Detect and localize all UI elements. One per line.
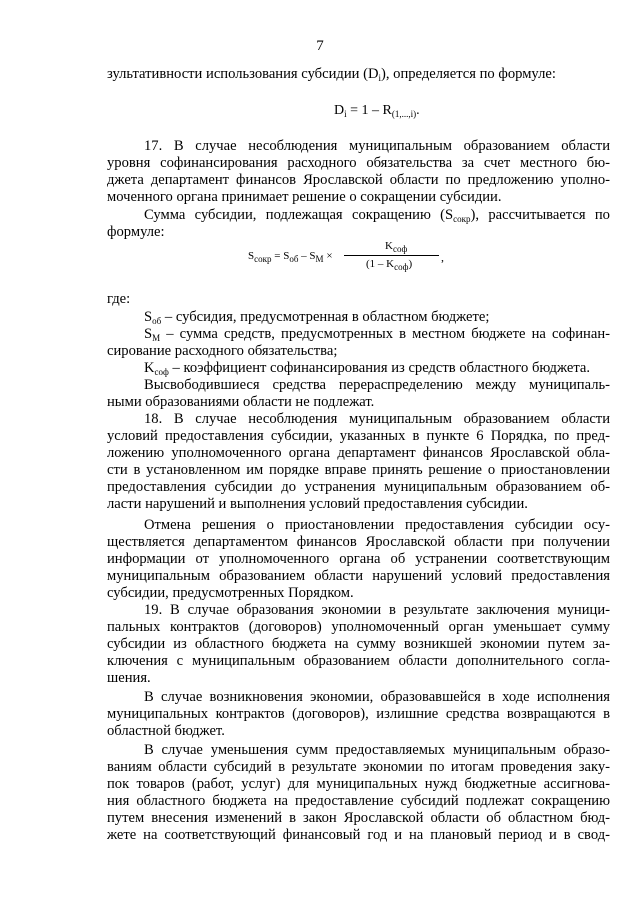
text-line: областной бюджет. xyxy=(107,723,225,739)
text-fragment: ), определяется по формуле: xyxy=(381,66,556,82)
text-line: формуле: xyxy=(107,224,165,240)
text-line: ласти нарушений и выполнения условий предоставления субсидии. xyxy=(107,496,528,512)
text-line: моченного органа принимает решение о сокращении субсидии. xyxy=(107,189,502,205)
text-line: муниципальным образованием области нарушений условий предоставления xyxy=(107,568,610,584)
text-line: ключения с муниципальным образованием области дополнительного согла- xyxy=(107,653,610,669)
text-line: жете на соответствующий финансовый год и на плановый период и в свод- xyxy=(107,827,610,843)
text-fragment: – субсидия, предусмотренная в областном бюджете; xyxy=(161,309,490,325)
formula-symbol: S xyxy=(248,250,255,262)
subscript: i xyxy=(378,73,381,83)
text-line xyxy=(144,207,610,224)
subscript: М xyxy=(152,333,161,343)
formula-symbol: (1 – K xyxy=(366,258,395,270)
text-line: 19. В случае образования экономии в результате заключения муници- xyxy=(144,602,610,618)
text-line: субсидии из областного бюджета на сумму возникшей экономии путем за- xyxy=(107,636,610,652)
text-line: 17. В случае несоблюдения муниципальным образованием области xyxy=(144,138,610,154)
formula-symbol: D xyxy=(334,103,345,118)
formula-symbol: ) xyxy=(408,258,413,270)
text-fragment: зультативности использования субсидии (D xyxy=(107,66,379,82)
text-line xyxy=(107,66,610,83)
fraction-denominator xyxy=(366,258,412,270)
text-line xyxy=(144,309,610,326)
text-line: уровня софинансирования расходного обязательства за счет местного бю- xyxy=(107,155,610,171)
formula-d-index xyxy=(334,103,420,119)
text-fragment: K xyxy=(144,360,155,376)
text-line: ложению уполномоченного органа департамент финансов Ярославской обла- xyxy=(107,445,610,461)
formula-comma: , xyxy=(441,250,444,264)
text-line: Отмена решения о приостановлении предоставления субсидии осу- xyxy=(144,517,610,533)
text-line: сти в установленном им порядке вправе принять решение о приостановлении xyxy=(107,462,610,478)
text-line: В случае уменьшения сумм предоставляемых муниципальным образо- xyxy=(144,742,610,758)
subscript: соф xyxy=(394,262,409,272)
text-fragment: ), рассчитывается по xyxy=(470,207,610,223)
subscript: i xyxy=(344,109,347,119)
formula-s-reduction xyxy=(248,250,333,262)
subscript: соф xyxy=(154,367,169,377)
text-line: где: xyxy=(107,291,131,307)
text-line: ния областного бюджета на предоставление субсидий подлежат сокращению xyxy=(107,793,610,809)
text-line: В случае возникновения экономии, образовавшейся в ходе исполнения xyxy=(144,689,610,705)
text-line: шения. xyxy=(107,670,151,686)
text-line: путем внесения изменений в закон Ярославской области об областном бюд- xyxy=(107,810,610,826)
text-line: пок товаров (работ, услуг) для муниципальных нужд бюджетные ассигнова- xyxy=(107,776,610,792)
text-fragment: S xyxy=(144,326,153,342)
text-fragment: – коэффициент софинансирования из средств областного бюджета. xyxy=(168,360,591,376)
subscript: сокр xyxy=(453,214,471,224)
text-line: ваниям области субсидий в результате экономии по итогам проведения заку- xyxy=(107,759,610,775)
fraction-bar xyxy=(344,255,439,256)
subscript: об xyxy=(152,316,162,326)
text-line: предоставления субсидии до устранения муниципальным образованием об- xyxy=(107,479,610,495)
text-fragment: – сумма средств, предусмотренных в местном бюджете на софинан- xyxy=(160,326,610,342)
text-line: 18. В случае несоблюдения муниципальным образованием области xyxy=(144,411,610,427)
text-line: ществляется департаментом финансов Ярославской области при получении xyxy=(107,534,610,550)
subscript: М xyxy=(315,254,324,264)
formula-symbol: – S xyxy=(298,250,316,262)
formula-symbol: × xyxy=(323,250,333,262)
text-line: условий предоставления субсидии, указанных в пункте 6 Порядка, по пред- xyxy=(107,428,610,444)
subscript: об xyxy=(289,254,299,264)
text-fragment: S xyxy=(144,309,153,325)
text-line: пальных контрактов (договоров) уполномоченный орган уменьшает сумму xyxy=(107,619,610,635)
text-fragment: Сумма субсидии, подлежащая сокращению (S xyxy=(144,207,454,223)
text-line xyxy=(144,326,610,343)
text-line: муниципальных контрактов (договоров), излишние средства возвращаются в xyxy=(107,706,610,722)
fraction-numerator xyxy=(385,240,407,252)
text-line: информации от уполномоченного органа об устранении соответствующим xyxy=(107,551,610,567)
text-line: Высвободившиеся средства перераспределению между муниципаль- xyxy=(144,377,610,393)
formula-symbol: K xyxy=(385,240,393,252)
text-line xyxy=(144,360,610,377)
formula-symbol: . xyxy=(416,103,420,118)
text-line: субсидии, предусмотренных Порядком. xyxy=(107,585,354,601)
text-line: джета департамент финансов Ярославской области по предложению уполно- xyxy=(107,172,610,188)
subscript: (1,...,i) xyxy=(391,109,417,119)
formula-symbol: = S xyxy=(271,250,290,262)
text-line: сирование расходного обязательства; xyxy=(107,343,338,359)
subscript: соф xyxy=(392,244,408,254)
subscript: сокр xyxy=(254,254,272,264)
formula-symbol: = 1 – R xyxy=(346,103,392,118)
text-line: ными образованиями области не подлежат. xyxy=(107,394,375,410)
page-number: 7 xyxy=(316,38,324,54)
